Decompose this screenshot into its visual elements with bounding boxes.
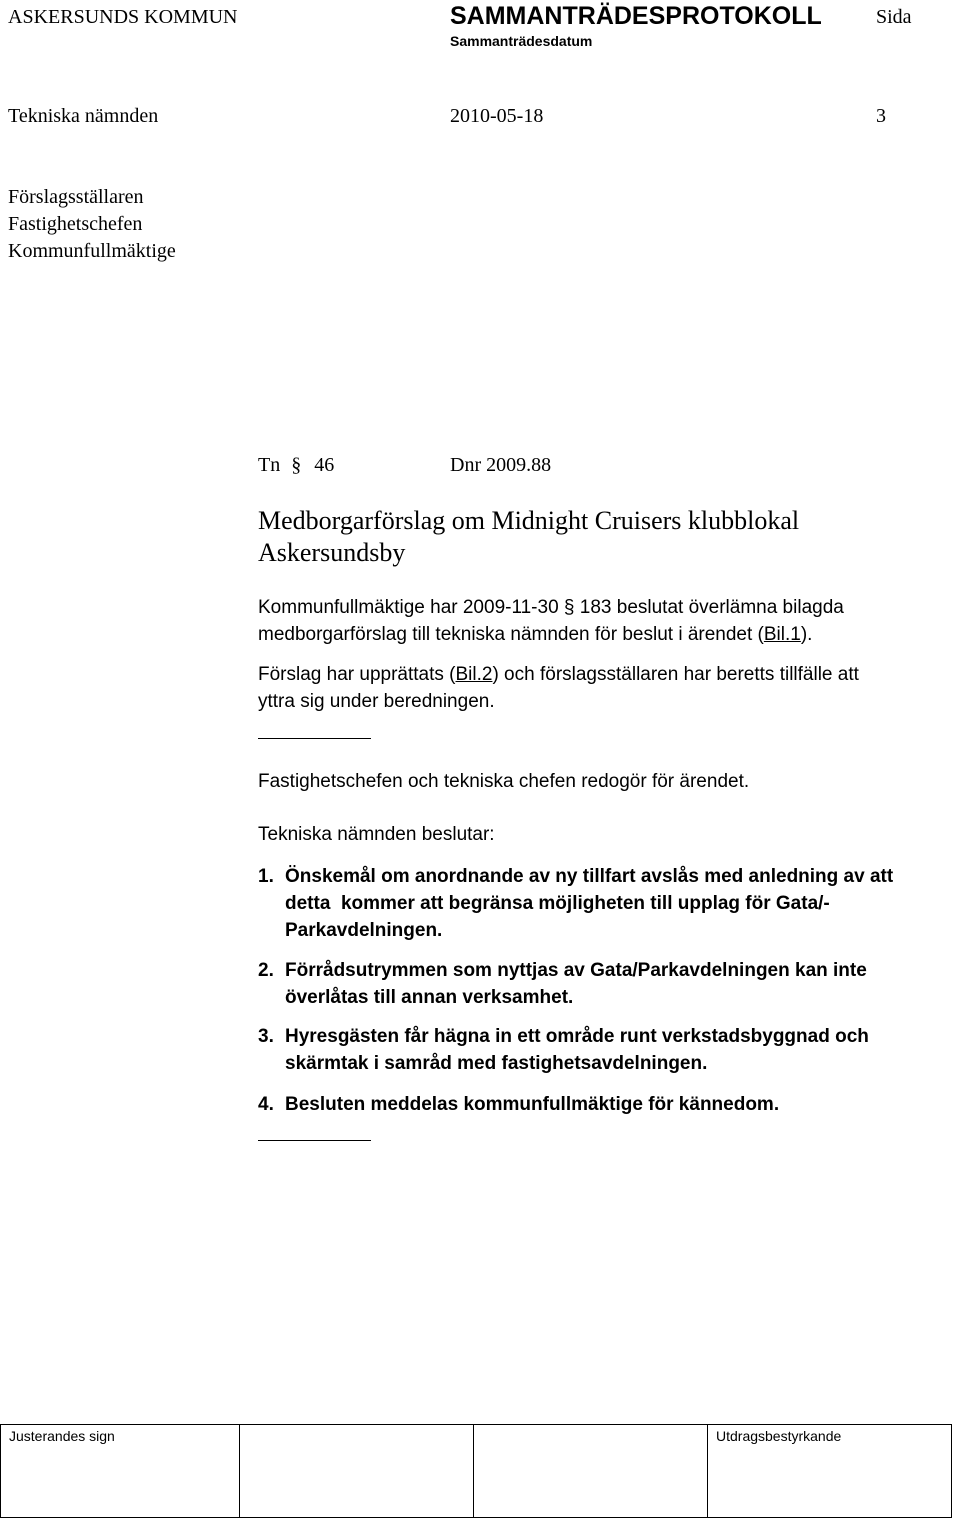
decision-text: detta kommer att begränsa möjligheten till upplag för Gata/-	[285, 893, 830, 914]
decision-text: Hyresgästen får hägna in ett område runt verkstadsbyggnad och	[285, 1026, 869, 1047]
text: medborgarförslag till tekniska nämnden för beslut i ärendet (	[258, 624, 764, 645]
separator-rule	[258, 738, 371, 739]
paragraph-1-line2	[258, 624, 812, 646]
meeting-date: 2010-05-18	[450, 105, 544, 127]
doc-type-title: SAMMANTRÄDESPROTOKOLL	[450, 2, 822, 30]
attachment-link-bil1[interactable]: Bil.1	[763, 624, 801, 645]
date-label: Sammanträdesdatum	[450, 33, 593, 49]
decision-text: Önskemål om anordnande av ny tillfart avslås med anledning av att	[285, 866, 894, 887]
paragraph-3: Fastighetschefen och tekniska chefen redogör för ärendet.	[258, 771, 750, 792]
section-symbol: §	[291, 454, 302, 476]
extract-label: Utdragsbestyrkande	[716, 1428, 842, 1444]
decision-text: Förrådsutrymmen som nyttjas av Gata/Parkavdelningen kan inte	[285, 960, 867, 981]
decision-number: 3.	[258, 1026, 274, 1047]
attachment-link-bil2[interactable]: Bil.2	[455, 664, 493, 685]
text: ) och förslagsställaren har beretts tillfälle att	[492, 664, 859, 685]
decision-number: 1.	[258, 866, 274, 887]
dnr: Dnr 2009.88	[450, 454, 552, 476]
decision-number: 4.	[258, 1094, 274, 1115]
paragraph-2-line1	[258, 664, 859, 686]
paragraph-2-line2: yttra sig under beredningen.	[258, 691, 495, 712]
decision-text: Besluten meddelas kommunfullmäktige för kännedom.	[285, 1094, 780, 1115]
decision-text: överlåtas till annan verksamhet.	[285, 987, 574, 1008]
signature-cell	[240, 1425, 474, 1518]
signature-cell	[1, 1425, 240, 1518]
text: Förslag har upprättats (	[258, 664, 456, 685]
case-reference	[258, 454, 334, 477]
section-number: 46	[314, 454, 335, 476]
case-title-line2: Askersundsby	[258, 538, 406, 567]
extract-cell	[708, 1425, 952, 1518]
org-name: ASKERSUNDS KOMMUN	[8, 6, 238, 28]
separator-rule	[258, 1140, 371, 1141]
decision-heading: Tekniska nämnden beslutar:	[258, 824, 495, 845]
decision-text: Parkavdelningen.	[285, 920, 443, 941]
signature-cell	[474, 1425, 708, 1518]
text: ).	[800, 624, 813, 645]
page-number: 3	[876, 105, 886, 127]
recipient: Förslagsställaren	[8, 186, 144, 208]
decision-text: skärmtak i samråd med fastighetsavdelningen.	[285, 1053, 708, 1074]
recipient: Kommunfullmäktige	[8, 240, 176, 262]
decision-number: 2.	[258, 960, 274, 981]
page-label: Sida	[876, 6, 912, 28]
sign-label: Justerandes sign	[9, 1428, 115, 1444]
tn-label: Tn	[258, 454, 281, 476]
paragraph-1-line1: Kommunfullmäktige har 2009-11-30 § 183 beslutat överlämna bilagda	[258, 597, 844, 618]
case-title: Medborgarförslag om Midnight Cruisers klubblokal	[258, 506, 800, 535]
recipient: Fastighetschefen	[8, 213, 143, 235]
signature-table	[0, 1424, 952, 1518]
committee-name: Tekniska nämnden	[8, 105, 159, 127]
